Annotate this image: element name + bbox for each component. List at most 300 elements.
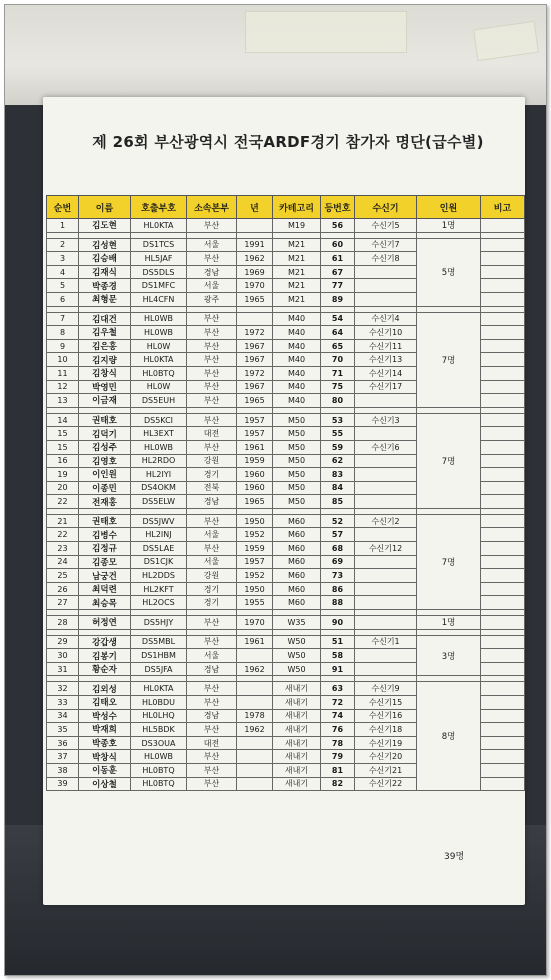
callsign: DS4OKM [131, 481, 187, 495]
category: 새내기 [273, 750, 321, 764]
row-number: 4 [47, 265, 79, 279]
receiver: 수신기14 [355, 366, 417, 380]
bib-number: 51 [321, 635, 355, 649]
row-number: 23 [47, 542, 79, 556]
branch: 부산 [187, 440, 237, 454]
branch: 부산 [187, 723, 237, 737]
group-count: 7명 [417, 514, 481, 609]
participant-name: 최덕련 [79, 582, 131, 596]
branch: 경기 [187, 468, 237, 482]
note-cell [481, 219, 525, 233]
header-count: 인원 [417, 196, 481, 219]
category: M40 [273, 326, 321, 340]
table-row [47, 682, 525, 696]
category: M50 [273, 481, 321, 495]
bib-number: 91 [321, 662, 355, 676]
bib-number: 77 [321, 279, 355, 293]
receiver: 수신기16 [355, 709, 417, 723]
note-cell [481, 616, 525, 630]
branch: 부산 [187, 514, 237, 528]
receiver: 수신기15 [355, 696, 417, 710]
bib-number: 78 [321, 736, 355, 750]
birth-year [237, 696, 273, 710]
receiver: 수신기21 [355, 763, 417, 777]
branch: 부산 [187, 339, 237, 353]
table-row [47, 413, 525, 427]
callsign: DS5DLS [131, 265, 187, 279]
participant-name: 김대건 [79, 312, 131, 326]
note-cell [481, 569, 525, 583]
participant-name: 최형문 [79, 292, 131, 306]
category: M50 [273, 427, 321, 441]
row-number: 22 [47, 495, 79, 509]
participant-name: 김은홍 [79, 339, 131, 353]
category: M60 [273, 582, 321, 596]
row-number: 3 [47, 252, 79, 266]
bib-number: 60 [321, 238, 355, 252]
category: 새내기 [273, 709, 321, 723]
row-number: 16 [47, 454, 79, 468]
bib-number: 63 [321, 682, 355, 696]
bib-number: 74 [321, 709, 355, 723]
group-count: 3명 [417, 635, 481, 676]
bib-number: 56 [321, 219, 355, 233]
birth-year: 1959 [237, 454, 273, 468]
callsign: DS1HBM [131, 649, 187, 663]
branch: 전북 [187, 481, 237, 495]
category: M50 [273, 440, 321, 454]
note-cell [481, 468, 525, 482]
row-number: 24 [47, 555, 79, 569]
category: M19 [273, 219, 321, 233]
table-header-row [47, 196, 525, 219]
row-number: 22 [47, 528, 79, 542]
row-number: 35 [47, 723, 79, 737]
bib-number: 75 [321, 380, 355, 394]
birth-year: 1957 [237, 427, 273, 441]
branch: 경남 [187, 495, 237, 509]
table-row [47, 635, 525, 649]
callsign: DS5LAE [131, 542, 187, 556]
note-cell [481, 252, 525, 266]
callsign: HL0WB [131, 440, 187, 454]
note-cell [481, 454, 525, 468]
bib-number: 73 [321, 569, 355, 583]
bib-number: 79 [321, 750, 355, 764]
callsign: DS1MFC [131, 279, 187, 293]
group-count: 5명 [417, 238, 481, 306]
participant-name: 김태오 [79, 696, 131, 710]
receiver [355, 596, 417, 610]
birth-year: 1962 [237, 662, 273, 676]
branch: 부산 [187, 219, 237, 233]
bib-number: 69 [321, 555, 355, 569]
note-cell [481, 682, 525, 696]
note-cell [481, 596, 525, 610]
receiver: 수신기8 [355, 252, 417, 266]
row-number: 2 [47, 238, 79, 252]
participant-name: 김우철 [79, 326, 131, 340]
category: M60 [273, 569, 321, 583]
receiver: 수신기13 [355, 353, 417, 367]
branch: 서울 [187, 649, 237, 663]
category: M60 [273, 555, 321, 569]
category: M40 [273, 339, 321, 353]
note-cell [481, 440, 525, 454]
note-cell [481, 339, 525, 353]
note-cell [481, 635, 525, 649]
receiver: 수신기9 [355, 682, 417, 696]
note-cell [481, 723, 525, 737]
birth-year [237, 777, 273, 791]
note-cell [481, 427, 525, 441]
receiver [355, 528, 417, 542]
birth-year: 1972 [237, 326, 273, 340]
row-number: 15 [47, 427, 79, 441]
category: M40 [273, 312, 321, 326]
birth-year: 1960 [237, 468, 273, 482]
bib-number: 85 [321, 495, 355, 509]
birth-year: 1957 [237, 413, 273, 427]
participant-name: 권태호 [79, 514, 131, 528]
bib-number: 53 [321, 413, 355, 427]
participant-name: 김봉기 [79, 649, 131, 663]
birth-year: 1967 [237, 339, 273, 353]
callsign: DS5HJY [131, 616, 187, 630]
branch: 부산 [187, 366, 237, 380]
branch: 서울 [187, 555, 237, 569]
participant-name: 남궁건 [79, 569, 131, 583]
bib-number: 80 [321, 394, 355, 408]
birth-year: 1969 [237, 265, 273, 279]
birth-year [237, 750, 273, 764]
birth-year: 1967 [237, 380, 273, 394]
row-number: 8 [47, 326, 79, 340]
callsign: HL0WB [131, 326, 187, 340]
birth-year: 1970 [237, 279, 273, 293]
receiver: 수신기19 [355, 736, 417, 750]
tape-top [245, 11, 407, 53]
branch: 부산 [187, 542, 237, 556]
birth-year: 1962 [237, 723, 273, 737]
group-count: 8명 [417, 682, 481, 791]
bib-number: 89 [321, 292, 355, 306]
birth-year: 1950 [237, 582, 273, 596]
category: 새내기 [273, 763, 321, 777]
category: 새내기 [273, 736, 321, 750]
birth-year: 1962 [237, 252, 273, 266]
category: M40 [273, 366, 321, 380]
branch: 강원 [187, 454, 237, 468]
participant-name: 김정규 [79, 542, 131, 556]
participant-name: 권태호 [79, 413, 131, 427]
note-cell [481, 528, 525, 542]
branch: 경남 [187, 709, 237, 723]
participant-name: 김재식 [79, 265, 131, 279]
group-count: 1명 [417, 219, 481, 233]
bib-number: 61 [321, 252, 355, 266]
branch: 서울 [187, 238, 237, 252]
bib-number: 68 [321, 542, 355, 556]
participant-table [46, 195, 525, 791]
callsign: HL0W [131, 339, 187, 353]
note-cell [481, 750, 525, 764]
bib-number: 55 [321, 427, 355, 441]
table-body [47, 219, 525, 791]
table-row [47, 312, 525, 326]
bib-number: 72 [321, 696, 355, 710]
callsign: HL0KTA [131, 219, 187, 233]
row-number: 34 [47, 709, 79, 723]
branch: 경기 [187, 582, 237, 596]
callsign: DS1TCS [131, 238, 187, 252]
category: M21 [273, 265, 321, 279]
category: 새내기 [273, 682, 321, 696]
bib-number: 57 [321, 528, 355, 542]
note-cell [481, 555, 525, 569]
category: M21 [273, 252, 321, 266]
callsign: HL4CFN [131, 292, 187, 306]
bib-number: 70 [321, 353, 355, 367]
birth-year [237, 219, 273, 233]
receiver: 수신기10 [355, 326, 417, 340]
receiver [355, 616, 417, 630]
receiver: 수신기12 [355, 542, 417, 556]
bib-number: 58 [321, 649, 355, 663]
row-number: 37 [47, 750, 79, 764]
participant-name: 허정연 [79, 616, 131, 630]
note-cell [481, 542, 525, 556]
bib-number: 59 [321, 440, 355, 454]
total-count: 39명 [444, 852, 465, 862]
receiver: 수신기6 [355, 440, 417, 454]
receiver [355, 569, 417, 583]
birth-year: 1972 [237, 366, 273, 380]
birth-year: 1965 [237, 292, 273, 306]
callsign: HL0BTQ [131, 777, 187, 791]
participant-name: 전재홍 [79, 495, 131, 509]
participant-name: 김창식 [79, 366, 131, 380]
group-count: 1명 [417, 616, 481, 630]
branch: 부산 [187, 682, 237, 696]
note-cell [481, 292, 525, 306]
note-cell [481, 481, 525, 495]
participant-name: 박종경 [79, 279, 131, 293]
bib-number: 52 [321, 514, 355, 528]
row-number: 39 [47, 777, 79, 791]
receiver: 수신기22 [355, 777, 417, 791]
category: W50 [273, 649, 321, 663]
header-number: 순번 [47, 196, 79, 219]
branch: 강원 [187, 569, 237, 583]
birth-year: 1965 [237, 394, 273, 408]
participant-name: 이동훈 [79, 763, 131, 777]
row-number: 6 [47, 292, 79, 306]
category: M60 [273, 514, 321, 528]
note-cell [481, 413, 525, 427]
callsign: DS5KCI [131, 413, 187, 427]
branch: 부산 [187, 763, 237, 777]
receiver [355, 481, 417, 495]
birth-year [237, 649, 273, 663]
row-number: 30 [47, 649, 79, 663]
callsign: DS3OUA [131, 736, 187, 750]
note-cell [481, 649, 525, 663]
receiver: 수신기18 [355, 723, 417, 737]
callsign: HL2IYI [131, 468, 187, 482]
branch: 부산 [187, 616, 237, 630]
category: W50 [273, 635, 321, 649]
bib-number: 64 [321, 326, 355, 340]
branch: 부산 [187, 777, 237, 791]
participant-name: 김영호 [79, 454, 131, 468]
participant-name: 김외성 [79, 682, 131, 696]
header-category: 카테고리 [273, 196, 321, 219]
header-bib: 등번호 [321, 196, 355, 219]
note-cell [481, 709, 525, 723]
header-callsign: 호출부호 [131, 196, 187, 219]
branch: 부산 [187, 326, 237, 340]
category: M40 [273, 394, 321, 408]
category: M50 [273, 413, 321, 427]
row-number: 14 [47, 413, 79, 427]
callsign: HL0BTQ [131, 763, 187, 777]
receiver [355, 394, 417, 408]
row-number: 21 [47, 514, 79, 528]
branch: 대전 [187, 427, 237, 441]
row-number: 13 [47, 394, 79, 408]
row-number: 32 [47, 682, 79, 696]
birth-year: 1965 [237, 495, 273, 509]
callsign: DS5JWV [131, 514, 187, 528]
participant-name: 김지량 [79, 353, 131, 367]
receiver [355, 292, 417, 306]
table-row [47, 238, 525, 252]
bib-number: 84 [321, 481, 355, 495]
receiver: 수신기11 [355, 339, 417, 353]
note-cell [481, 696, 525, 710]
bib-number: 86 [321, 582, 355, 596]
birth-year [237, 763, 273, 777]
birth-year [237, 312, 273, 326]
note-cell [481, 514, 525, 528]
branch: 부산 [187, 312, 237, 326]
receiver [355, 427, 417, 441]
branch: 부산 [187, 696, 237, 710]
participant-name: 박성수 [79, 709, 131, 723]
callsign: HL2INJ [131, 528, 187, 542]
birth-year [237, 736, 273, 750]
bib-number: 81 [321, 763, 355, 777]
receiver [355, 454, 417, 468]
category: W35 [273, 616, 321, 630]
note-cell [481, 662, 525, 676]
row-number: 1 [47, 219, 79, 233]
note-cell [481, 582, 525, 596]
callsign: HL5JAF [131, 252, 187, 266]
row-number: 29 [47, 635, 79, 649]
category: W50 [273, 662, 321, 676]
note-cell [481, 777, 525, 791]
bib-number: 82 [321, 777, 355, 791]
row-number: 33 [47, 696, 79, 710]
note-cell [481, 265, 525, 279]
participant-name: 김성주 [79, 440, 131, 454]
branch: 부산 [187, 380, 237, 394]
receiver: 수신기20 [355, 750, 417, 764]
note-cell [481, 353, 525, 367]
birth-year: 1978 [237, 709, 273, 723]
receiver: 수신기5 [355, 219, 417, 233]
participant-name: 최승목 [79, 596, 131, 610]
group-count: 7명 [417, 312, 481, 407]
participant-name: 박종호 [79, 736, 131, 750]
birth-year: 1950 [237, 514, 273, 528]
bib-number: 62 [321, 454, 355, 468]
birth-year: 1967 [237, 353, 273, 367]
receiver: 수신기1 [355, 635, 417, 649]
row-number: 31 [47, 662, 79, 676]
branch: 부산 [187, 750, 237, 764]
participant-name: 이종민 [79, 481, 131, 495]
branch: 부산 [187, 635, 237, 649]
branch: 서울 [187, 528, 237, 542]
participant-name: 김종모 [79, 555, 131, 569]
note-cell [481, 495, 525, 509]
category: M21 [273, 292, 321, 306]
bib-number: 67 [321, 265, 355, 279]
callsign: HL0BTQ [131, 366, 187, 380]
participant-name: 이상철 [79, 777, 131, 791]
birth-year: 1960 [237, 481, 273, 495]
branch: 부산 [187, 353, 237, 367]
participant-name: 김덕기 [79, 427, 131, 441]
receiver [355, 662, 417, 676]
callsign: HL0BDU [131, 696, 187, 710]
birth-year: 1957 [237, 555, 273, 569]
header-branch: 소속본부 [187, 196, 237, 219]
callsign: DS5EUH [131, 394, 187, 408]
branch: 부산 [187, 394, 237, 408]
row-number: 7 [47, 312, 79, 326]
participant-name: 김성현 [79, 238, 131, 252]
table-row [47, 616, 525, 630]
receiver [355, 649, 417, 663]
table-row [47, 219, 525, 233]
participant-name: 박재희 [79, 723, 131, 737]
callsign: HL0W [131, 380, 187, 394]
category: 새내기 [273, 696, 321, 710]
note-cell [481, 394, 525, 408]
receiver: 수신기2 [355, 514, 417, 528]
row-number: 9 [47, 339, 79, 353]
header-year: 년 [237, 196, 273, 219]
header-receiver: 수신기 [355, 196, 417, 219]
callsign: HL3EXT [131, 427, 187, 441]
birth-year: 1959 [237, 542, 273, 556]
category: M50 [273, 454, 321, 468]
category: 새내기 [273, 723, 321, 737]
callsign: HL2KFT [131, 582, 187, 596]
category: M50 [273, 495, 321, 509]
row-number: 11 [47, 366, 79, 380]
birth-year: 1961 [237, 635, 273, 649]
note-cell [481, 279, 525, 293]
note-cell [481, 366, 525, 380]
row-number: 15 [47, 440, 79, 454]
birth-year: 1961 [237, 440, 273, 454]
callsign: DS1CJK [131, 555, 187, 569]
